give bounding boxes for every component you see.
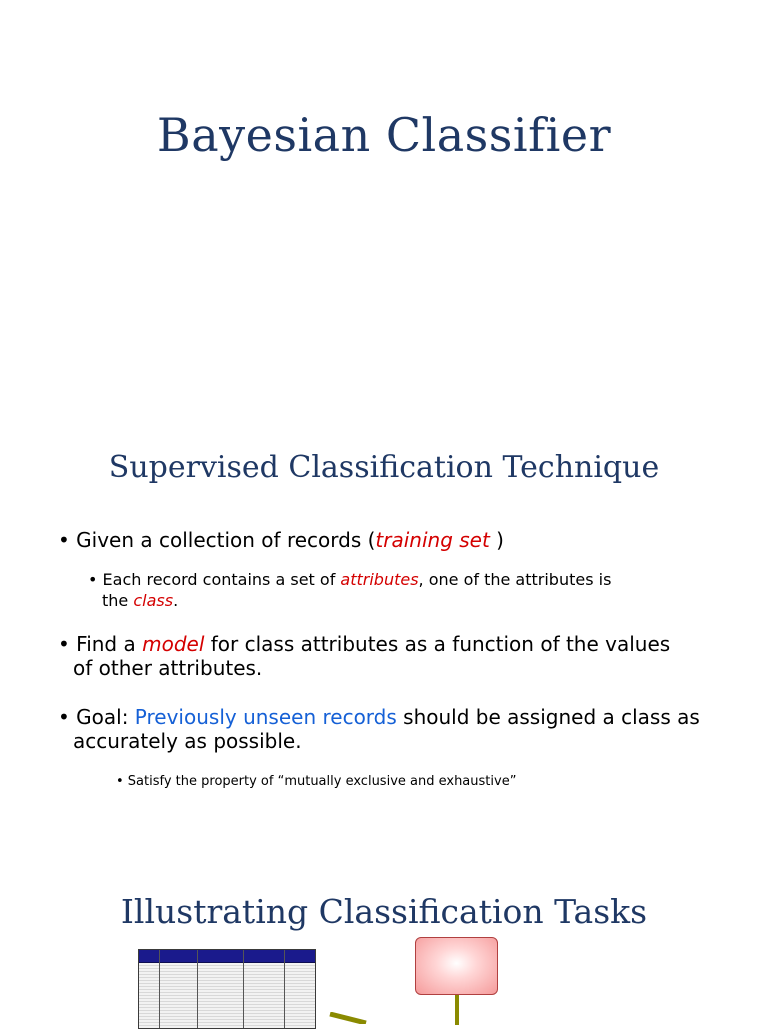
sub-bullet-attributes-line2 — [102, 590, 178, 611]
highlight-term: model — [142, 632, 205, 656]
table-column-divider — [243, 950, 244, 1028]
sub-bullet-attributes — [88, 569, 611, 590]
bullet-text: ) — [489, 528, 504, 552]
bullet-model-line2: of other attributes. — [73, 656, 263, 680]
slide-title: Bayesian Classifier — [156, 108, 612, 162]
bullet-text: for class attributes as a function of the values — [204, 632, 671, 656]
bullet-text: . — [173, 591, 179, 610]
bullet-text: the — [102, 591, 134, 610]
bullet-goal-line2: accurately as possible. — [73, 729, 302, 753]
table-column-divider — [197, 950, 198, 1028]
bullet-model — [58, 632, 670, 656]
table-header-bar — [139, 950, 315, 963]
bullet-text: • Goal: — [58, 705, 135, 729]
highlight-term: attributes — [340, 570, 419, 589]
sub-bullet-property: • Satisfy the property of “mutually exclusive and exhaustive” — [116, 774, 517, 789]
bullet-training-set — [58, 528, 504, 552]
bullet-text: • Each record contains a set of — [88, 570, 341, 589]
slide-title: Supervised Classification Technique — [108, 450, 660, 485]
bullet-text: • Given a collection of records ( — [58, 528, 376, 552]
highlight-term: class — [133, 591, 174, 610]
bullet-text: , one of the attributes is — [418, 570, 612, 589]
highlight-term: training set — [375, 528, 490, 552]
arrow-icon — [328, 1012, 368, 1024]
table-column-divider — [159, 950, 160, 1028]
model-box-graphic — [415, 937, 498, 995]
bullet-text: • Find a — [58, 632, 143, 656]
table-column-divider — [284, 950, 285, 1028]
training-set-table-graphic — [138, 949, 316, 1029]
highlight-term: Previously unseen records — [134, 705, 397, 729]
bullet-text: should be assigned a class as — [396, 705, 700, 729]
slide-title: Illustrating Classification Tasks — [120, 892, 648, 931]
bullet-goal — [58, 705, 700, 729]
model-connector-line — [455, 995, 459, 1025]
